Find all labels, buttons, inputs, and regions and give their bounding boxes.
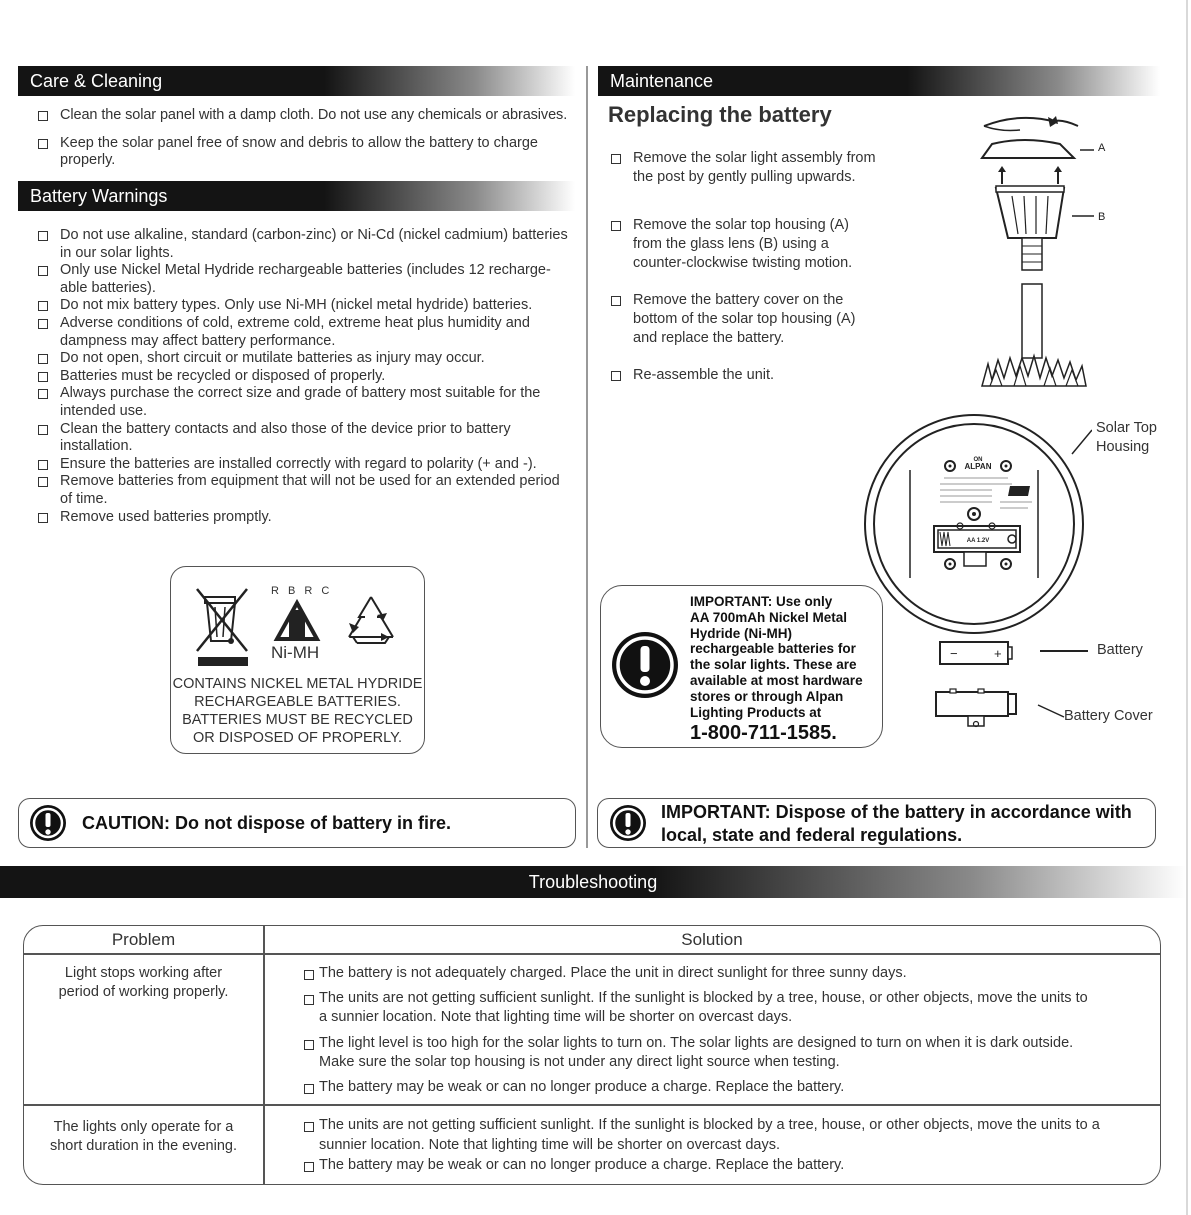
important-line: the solar lights. These are (690, 657, 857, 673)
list-item: Remove batteries from equipment that will not be used for an extended period of time. (38, 473, 573, 508)
crossed-bin-icon (195, 585, 251, 667)
step-3 (611, 291, 855, 348)
caution-text: CAUTION: Do not dispose of battery in fire. (82, 813, 452, 833)
step-line: bottom of the solar top housing (A) (633, 311, 856, 327)
table-row-1-problem (24, 964, 263, 1002)
problem-line: Light stops working after (64, 965, 223, 981)
table-column-divider (263, 926, 265, 1184)
step-line: counter-clockwise twisting motion. (633, 255, 853, 271)
list-item: Ensure the batteries are installed correctly with regard to polarity (+ and -). (38, 456, 573, 474)
problem-line: The lights only operate for a (53, 1119, 234, 1135)
maintenance-header (598, 66, 1160, 96)
care-cleaning-header (18, 66, 575, 96)
step-1 (611, 149, 876, 187)
troubleshooting-header (0, 866, 1186, 898)
important-battery-box (600, 585, 883, 748)
step-line: the post by gently pulling upwards. (633, 169, 856, 185)
caution-box (18, 798, 576, 848)
table-row-2-solutions (304, 1116, 1124, 1176)
step-line: Re-assemble the unit. (633, 367, 775, 383)
step-2 (611, 216, 852, 273)
battery-warnings-header (18, 181, 575, 211)
exclamation-icon (612, 632, 678, 698)
list-item: Do not mix battery types. Only use Ni-MH (nickel metal hydride) batteries. (38, 297, 573, 315)
base-brand-top: ON (973, 457, 983, 463)
solution-column-header: Solution (681, 930, 743, 949)
table-divider (24, 953, 1160, 955)
care-cleaning-title: Care & Cleaning (30, 71, 163, 91)
part-label-a: A (1098, 142, 1106, 154)
recycle-line: BATTERIES MUST BE RECYCLED (182, 712, 413, 728)
dispose-line: IMPORTANT: Dispose of the battery in accordance with (661, 802, 1132, 822)
list-item: Clean the solar panel with a damp cloth. Do not use any chemicals or abrasives. (38, 107, 583, 125)
solar-top-housing-diagram (862, 410, 1092, 638)
care-list (38, 107, 583, 170)
list-item: The battery may be weak or can no longer produce a charge. Replace the battery. (304, 1078, 1124, 1098)
battery-cover-leader-line (1036, 703, 1066, 719)
problem-column-header: Problem (111, 930, 176, 949)
table-row-2-problem (24, 1118, 263, 1156)
list-item: Only use Nickel Metal Hydride rechargeable batteries (includes 12 recharge-able batteries). (38, 262, 573, 297)
dispose-line: local, state and federal regulations. (661, 825, 963, 845)
important-line: available at most hardware (690, 672, 863, 688)
list-item: Do not use alkaline, standard (carbon-zinc) or Ni-Cd (nickel cadmium) batteries in our solar lights. (38, 227, 573, 262)
list-item: Batteries must be recycled or disposed of properly. (38, 368, 573, 386)
battery-leader-line (1040, 650, 1088, 652)
solar-light-exploded-diagram (960, 108, 1120, 396)
important-line: rechargeable batteries for (690, 641, 856, 657)
page-edge-line (1186, 0, 1188, 1215)
recycle-notice-text (171, 675, 424, 747)
list-item: The battery may be weak or can no longer produce a charge. Replace the battery. (304, 1156, 1124, 1176)
important-line: Lighting Products at (690, 704, 822, 720)
recycle-line: CONTAINS NICKEL METAL HYDRIDE (172, 676, 423, 692)
step-line: Remove the solar top housing (A) (633, 217, 849, 233)
exclamation-icon (610, 805, 646, 841)
battery-warnings-title: Battery Warnings (30, 186, 168, 206)
step-line: and replace the battery. (633, 330, 785, 346)
solar-top-housing-label (1096, 419, 1157, 457)
ni-mh-label: Ni-MH (271, 643, 320, 662)
list-item: Keep the solar panel free of snow and debris to allow the battery to charge properly. (38, 135, 548, 170)
important-line: AA 700mAh Nickel Metal (690, 609, 848, 625)
rbrc-battery-icon (271, 599, 323, 643)
list-item: Do not open, short circuit or mutilate batteries as injury may occur. (38, 350, 573, 368)
recycle-line: OR DISPOSED OF PROPERLY. (193, 730, 402, 746)
important-line: Hydride (Ni-MH) (690, 625, 792, 641)
problem-line: period of working properly. (58, 984, 229, 1000)
base-brand: ALPAN (964, 462, 992, 471)
recycle-line: RECHARGEABLE BATTERIES. (194, 694, 401, 710)
troubleshooting-table (23, 925, 1161, 1185)
problem-line: short duration in the evening. (49, 1138, 237, 1154)
battery-plus-sign: + (994, 646, 1002, 661)
battery-diagram (938, 640, 1014, 666)
list-item: The units are not getting sufficient sunlight. If the sunlight is blocked by a tree, house, or other objects, move the units to a sunnier location. Note that lighting time will be shorter on overcast days. (304, 1116, 1112, 1155)
dispose-regulations-box (597, 798, 1156, 848)
important-line: IMPORTANT: Use only (690, 594, 833, 609)
troubleshooting-title: Troubleshooting (528, 872, 658, 892)
label-line: Housing (1096, 439, 1150, 455)
important-line: stores or through Alpan (690, 688, 844, 704)
battery-minus-sign: − (950, 646, 958, 661)
rbrc-label: R B R C (271, 585, 333, 597)
list-item: The light level is too high for the solar lights to turn on. The solar lights are designed to turn on when it is dark outside. Make sure the solar top housing is not under any direct light source when testing. (304, 1034, 1094, 1073)
step-line: from the glass lens (B) using a (633, 236, 829, 252)
battery-warnings-list (38, 227, 573, 526)
list-item: Always purchase the correct size and grade of battery most suitable for the intended use. (38, 385, 573, 420)
column-divider (586, 66, 588, 848)
list-item: The units are not getting sufficient sunlight. If the sunlight is blocked by a tree, house, or other objects, move the units to a sunnier location. Note that lighting time will be shorter on overcast days. (304, 989, 1094, 1028)
recycle-icon (343, 593, 399, 647)
recycle-notice-box (170, 566, 425, 754)
step-line: Remove the battery cover on the (633, 292, 844, 308)
step-line: Remove the solar light assembly from (633, 150, 876, 166)
exclamation-icon (30, 805, 66, 841)
label-line: Solar Top (1096, 420, 1157, 436)
important-battery-text (690, 594, 880, 746)
battery-label: Battery (1097, 642, 1143, 658)
step-4 (611, 366, 774, 385)
battery-cover-diagram (932, 686, 1024, 734)
list-item: The battery is not adequately charged. Place the unit in direct sunlight for three sunny days. (304, 964, 1124, 984)
support-phone-number: 1-800-711-1585. (690, 722, 837, 745)
dispose-regulations-text (661, 801, 1132, 847)
part-label-b: B (1098, 211, 1106, 223)
list-item: Adverse conditions of cold, extreme cold, extreme heat plus humidity and dampness may affect battery performance. (38, 315, 573, 350)
replacing-battery-heading: Replacing the battery (608, 102, 832, 127)
battery-cover-label: Battery Cover (1064, 708, 1153, 724)
maintenance-title: Maintenance (610, 71, 714, 91)
list-item: Remove used batteries promptly. (38, 509, 573, 527)
table-row-1-solutions (304, 964, 1124, 1097)
table-divider (24, 1104, 1160, 1106)
list-item: Clean the battery contacts and also those of the device prior to battery installation. (38, 421, 573, 456)
battery-spec-label: AA 1.2V (966, 538, 990, 544)
